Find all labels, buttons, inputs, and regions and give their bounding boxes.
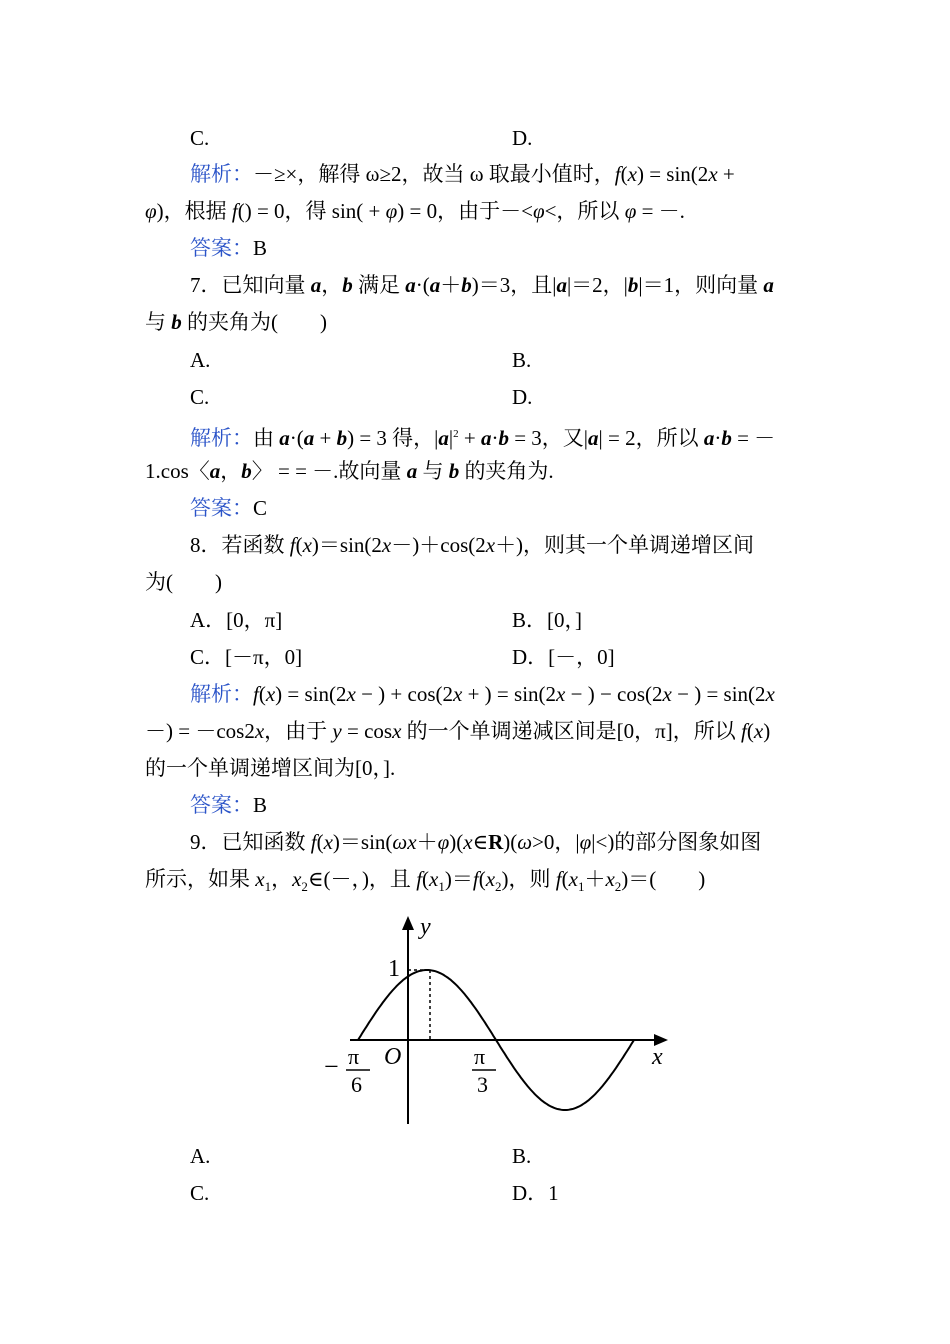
answer-label: 答案： — [190, 793, 253, 817]
answer-label: 答案： — [190, 236, 253, 260]
option-c-q9: C. — [190, 1181, 210, 1205]
three-denominator: 3 — [477, 1072, 488, 1097]
solution-q8-line2: －) = －cos2x，由于 y = cosx 的一个单调递减区间是[0，π]，所以 f(x) — [145, 719, 771, 743]
question-9-line2: 所示，如果 $x_1$，$x_2\in(-$，)，且 $f(x_1)=f(x_2)$，则 $f(x_1+x_2)=$( ) — [145, 867, 706, 895]
six-denominator: 6 — [351, 1072, 362, 1097]
option-a-q7: A. — [190, 348, 211, 372]
option-d-q7: D. — [512, 385, 533, 409]
option-d-q8: D．[－，0] — [512, 645, 615, 669]
y-axis-label: y — [420, 914, 431, 940]
x-axis-label: x — [652, 1044, 663, 1070]
sine-graph-figure — [320, 912, 680, 1132]
answer-label: 答案： — [190, 496, 253, 520]
question-9-line1: 9．已知函数 f(x)＝sin(ωx＋φ)(x∈R)(ω>0，|φ|<)的部分图象如图 — [190, 830, 762, 854]
question-7-line1: 7．已知向量 a，b 满足 a·(a＋b)＝3，且|a|＝2，|b|＝1，则向量 a — [190, 273, 774, 297]
solution-q7-line1: 解析：由 a·(a + b) = 3 得，$|a|^2 + a\cdot b = 3$，又|a| = 2，所以 a·b = － — [190, 426, 776, 450]
pi-numerator-right: π — [474, 1044, 486, 1069]
option-b-q8: B．[0，] — [512, 608, 582, 632]
answer-q6: 答案：B — [190, 236, 268, 260]
solution-label: 解析： — [190, 426, 253, 450]
option-c-q8: C．[－π，0] — [190, 645, 303, 669]
y-axis-arrow — [402, 916, 414, 930]
option-b-q9: B. — [512, 1144, 532, 1168]
one-tick-label: 1 — [388, 956, 400, 982]
answer-q7: 答案：C — [190, 496, 268, 520]
solution-q6-line2: φ)，根据 f() = 0，得 sin( + φ) = 0，由于－<φ<，所以 φ = －. — [145, 199, 685, 223]
option-a-q8: A．[0，π] — [190, 608, 283, 632]
solution-q8-line3: 的一个单调递增区间为[0，]. — [145, 756, 396, 780]
question-8-line1: 8．若函数 f(x)＝sin(2x－)＋cos(2x＋)，则其一个单调递增区间 — [190, 533, 755, 557]
question-7-line2: 与 b 的夹角为( ) — [145, 310, 327, 334]
option-c-q6: C. — [190, 126, 210, 150]
option-c-q7: C. — [190, 385, 210, 409]
answer-q8: 答案：B — [190, 793, 268, 817]
solution-q7-line2: 1.cos〈a，b〉 = = －.故向量 a 与 b 的夹角为. — [145, 459, 554, 483]
option-a-q9: A. — [190, 1144, 211, 1168]
solution-q8-line1: 解析：f(x) = sin(2x − ) + cos(2x + ) = sin(2x − ) − cos(2x − ) = sin(2x — [190, 682, 775, 706]
option-b-q7: B. — [512, 348, 532, 372]
option-d-q9: D．1 — [512, 1181, 559, 1205]
origin-label: O — [384, 1044, 402, 1070]
solution-q6-line1: 解析：－≥×，解得 ω≥2，故当 ω 取最小值时，f(x) = sin(2x + — [190, 162, 735, 186]
solution-label: 解析： — [190, 162, 253, 186]
pi-numerator-left: π — [348, 1044, 360, 1069]
neg-sign: − — [324, 1052, 339, 1081]
question-8-line2: 为( ) — [145, 570, 222, 594]
solution-label: 解析： — [190, 682, 253, 706]
option-d-q6: D. — [512, 126, 533, 150]
